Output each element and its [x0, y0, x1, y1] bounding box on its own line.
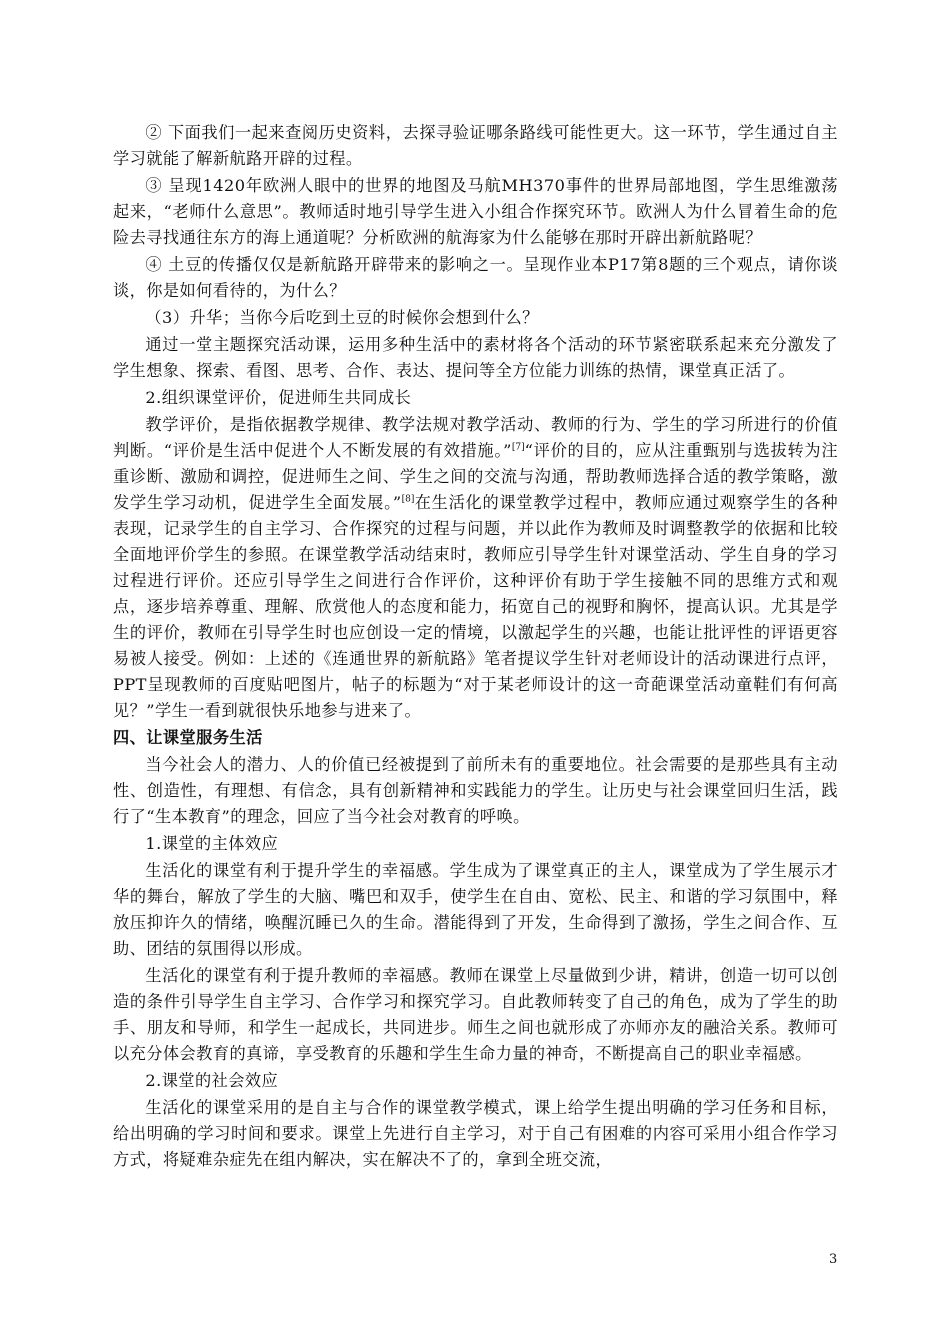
paragraph-society: 当今社会人的潜力、人的价值已经被提到了前所未有的重要地位。社会需要的是那些具有主动性、创造性，有理想、有信念，具有创新精神和实践能力的学生。让历史与社会课堂回归生活，践行了“生本教育”的理念，回应了当今社会对教育的呼唤。 [113, 755, 838, 826]
citation-8: [8] [401, 494, 415, 505]
paragraph-step-2: ② 下面我们一起来查阅历史资料，去探寻验证哪条路线可能性更大。这一环节，学生通过自主学习就能了解新航路开辟的过程。 [113, 123, 838, 168]
paragraph-student-happiness: 生活化的课堂有利于提升学生的幸福感。学生成为了课堂真正的主人，课堂成为了学生展示才华的舞台，解放了学生的大脑、嘴巴和双手，使学生在自由、宽松、民主、和谐的学习氛围中，释放压抑许久的情绪，唤醒沉睡已久的生命。潜能得到了开发，生命得到了激扬，学生之间合作、互助、团结的氛围得以形成。 [113, 861, 838, 958]
paragraph-teacher-happiness: 生活化的课堂有利于提升教师的幸福感。教师在课堂上尽量做到少讲，精讲，创造一切可以创造的条件引导学生自主学习、合作学习和探究学习。自此教师转变了自己的角色，成为了学生的助手、朋友和导师，和学生一起成长，共同进步。师生之间也就形成了亦师亦友的融洽关系。教师可以充分体会教育的真谛，享受教育的乐趣和学生生命力量的神奇，不断提高自己的职业幸福感。 [113, 966, 838, 1063]
paragraph-summary: 通过一堂主题探究活动课，运用多种生活中的素材将各个活动的环节紧密联系起来充分激发了学生想象、探索、看图、思考、合作、表达、提问等全方位能力训练的热情，课堂真正活了。 [113, 335, 838, 380]
evaluation-text-c: 在生活化的课堂教学过程中，教师应通过观察学生的各种表现，记录学生的自主学习、合作探究的过程与问题，并以此作为教师及时调整教学的依据和比较全面地评价学生的参照。在课堂教学活动结束时，教师应引导学生针对课堂活动、学生自身的学习过程进行评价。还应引导学生之间进行合作评价，这种评价有助于学生接触不同的思维方式和观点，逐步培养尊重、理解、欣赏他人的态度和能力，拓宽自己的视野和胸怀，提高认识。尤其是学生的评价，教师在引导学生时也应创设一定的情境，以激起学生的兴趣，也能让批评性的评语更容易被人接受。例如：上述的《连通世界的新航路》笔者提议学生针对老师设计的活动课进行点评，PPT呈现教师的百度贴吧图片，帖子的标题为“对于某老师设计的这一奇葩课堂活动童鞋们有何高见？”学生一看到就很快乐地参与进来了。 [113, 493, 839, 720]
page-number: 3 [829, 1252, 838, 1267]
paragraph-evaluation [113, 412, 838, 724]
citation-7: [7] [511, 442, 525, 453]
evaluation-text-a: 教学评价，是指依据教学规律、教学法规对教学活动、教师的行为、学生的学习所进行的价值判断。“评价是生活中促进个人不断发展的有效措施。” [113, 415, 838, 460]
section-heading-4: 四、让课堂服务生活 [113, 728, 263, 747]
subheading-subject-effect: 1.课堂的主体效应 [145, 834, 279, 853]
subheading-evaluation: 2.组织课堂评价，促进师生共同成长 [145, 388, 412, 407]
evaluation-text-b: “评价的目的，应从注重甄别与选拔转为注重诊断、激励和调控，促进师生之间、学生之间的交流与沟通，帮助教师选择合适的教学策略，激发学生学习动机，促进学生全面发展。” [113, 441, 838, 512]
paragraph-step-3: ③ 呈现1420年欧洲人眼中的世界的地图及马航MH370事件的世界局部地图，学生思维激荡起来，“老师什么意思”。教师适时地引导学生进入小组合作探究环节。欧洲人为什么冒着生命的危险去寻找通往东方的海上通道呢？分析欧洲的航海家为什么能够在那时开辟出新航路呢？ [113, 176, 838, 247]
paragraph-teaching-mode: 生活化的课堂采用的是自主与合作的课堂教学模式，课上给学生提出明确的学习任务和目标，给出明确的学习时间和要求。课堂上先进行自主学习，对于自己有困难的内容可采用小组合作学习方式，将疑难杂症先在组内解决，实在解决不了的，拿到全班交流， [113, 1098, 838, 1169]
paragraph-sublimation: （3）升华；当你今后吃到土豆的时候你会想到什么？ [145, 308, 539, 327]
subheading-social-effect: 2.课堂的社会效应 [145, 1071, 279, 1090]
paragraph-step-4: ④ 土豆的传播仅仅是新航路开辟带来的影响之一。呈现作业本P17第8题的三个观点，请你谈谈，你是如何看待的，为什么？ [113, 255, 838, 300]
document-body [113, 120, 838, 1174]
